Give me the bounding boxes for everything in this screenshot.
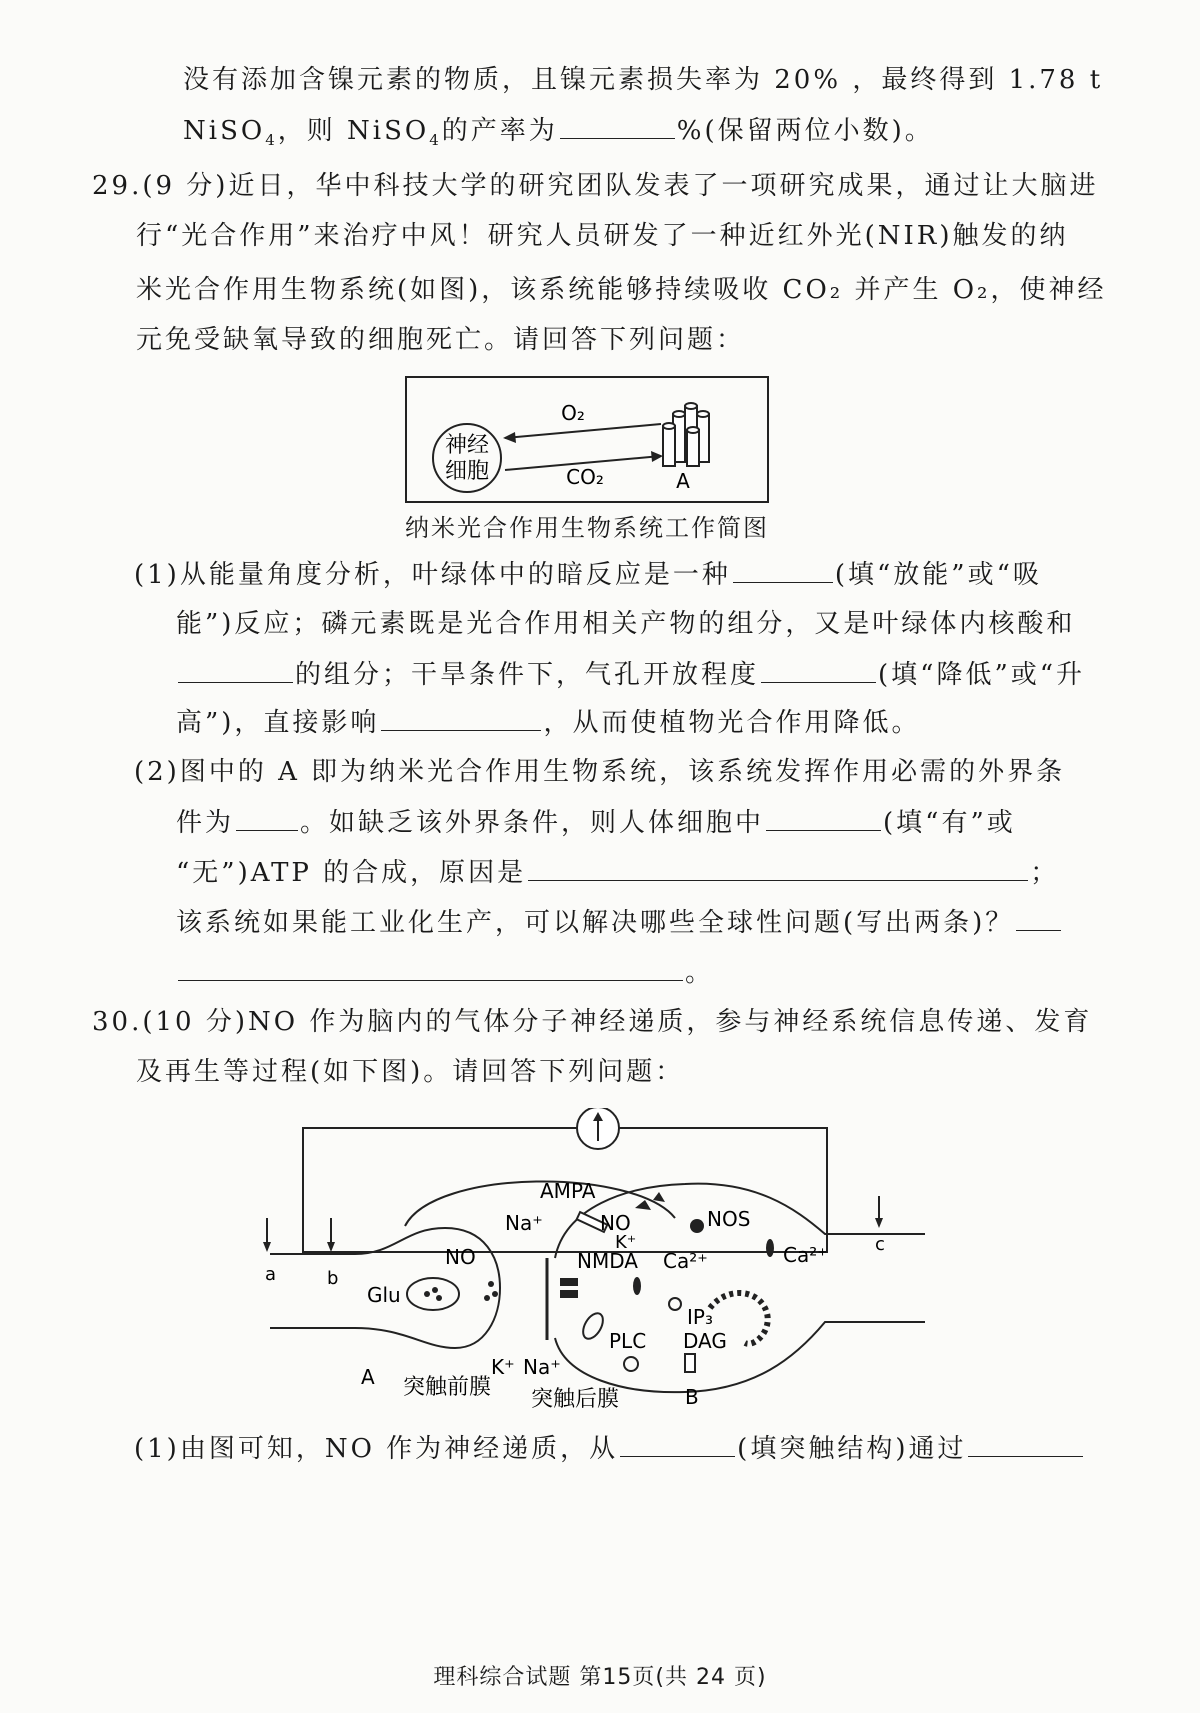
- q29-p1-line3: 的组分；干旱条件下，气孔开放程度 (填“降低”或“升: [176, 656, 1085, 693]
- co2-label: CO₂: [566, 465, 604, 489]
- no-left-label: NO: [445, 1245, 476, 1269]
- stimulus-arrowhead-c: [875, 1218, 883, 1228]
- neuron-A-label: A: [361, 1365, 375, 1389]
- no-top-label: NO: [600, 1211, 631, 1235]
- q29-p2-line3: “无”)ATP 的合成，原因是 ；: [176, 854, 1059, 891]
- q29-p2-line1: (2)图中的 A 即为纳米光合作用生物系统，该系统发挥作用必需的外界条: [134, 757, 1066, 787]
- nos-icon: [690, 1219, 704, 1233]
- answer-blank[interactable]: [178, 954, 683, 981]
- glu-label: Glu: [367, 1283, 401, 1307]
- stimulus-arrowhead-b: [327, 1242, 335, 1252]
- nano-photosynthesis-diagram: [405, 376, 770, 504]
- q28-line2: NiSO$_4$，则 NiSO$_4$的产率为 %(保留两位小数)。: [183, 112, 934, 158]
- page-footer: 理科综合试题 第15页(共 24 页): [433, 1665, 767, 1690]
- q29-stem-line1: 29.(9 分)近日，华中科技大学的研究团队发表了一项研究成果，通过让大脑进: [92, 171, 1099, 201]
- q29-p2-line4: 该系统如果能工业化生产，可以解决哪些全球性问题(写出两条)？: [176, 904, 1063, 941]
- presynaptic-membrane-label: 突触前膜: [403, 1375, 492, 1400]
- answer-blank[interactable]: [236, 804, 298, 831]
- synapse-no-diagram: [255, 1108, 935, 1418]
- answer-blank[interactable]: [733, 556, 833, 583]
- point-b-label: b: [327, 1268, 339, 1289]
- q28-line1: 没有添加含镍元素的物质，且镍元素损失率为 20% ，最终得到 1.78 t: [183, 65, 1104, 95]
- q29-stem-line3: 米光合作用生物系统(如图)，该系统能够持续吸收 CO₂ 并产生 O₂，使神经: [136, 275, 1107, 305]
- o2-label: O₂: [561, 401, 585, 425]
- answer-blank[interactable]: [620, 1430, 735, 1457]
- answer-blank[interactable]: [1016, 904, 1061, 931]
- stimulus-arrowhead-a: [263, 1242, 271, 1252]
- dag-label: DAG: [683, 1329, 727, 1353]
- figure-caption: 纳米光合作用生物系统工作简图: [405, 514, 769, 542]
- na-top-label: Na⁺: [505, 1211, 543, 1235]
- answer-blank[interactable]: [761, 656, 876, 683]
- neuron-B-label: B: [685, 1385, 699, 1409]
- answer-blank[interactable]: [528, 854, 1028, 881]
- label-A: A: [676, 469, 690, 493]
- answer-blank[interactable]: [381, 704, 541, 731]
- answer-blank[interactable]: [968, 1430, 1083, 1457]
- q29-stem-line4: 元免受缺氧导致的细胞死亡。请回答下列问题：: [136, 325, 746, 355]
- q29-p1-line1: (1)从能量角度分析，叶绿体中的暗反应是一种 (填“放能”或“吸: [134, 556, 1042, 593]
- q29-p2-line5: 。: [176, 954, 714, 991]
- ip3-label: IP₃: [687, 1305, 713, 1329]
- neuron-label-2: 细胞: [444, 459, 490, 484]
- o2-arrowhead: [503, 432, 516, 443]
- k-bottom-label: K⁺: [491, 1355, 515, 1379]
- q30-stem-line1: 30.(10 分)NO 作为脑内的气体分子神经递质，参与神经系统信息传递、发育: [92, 1007, 1093, 1037]
- k-top-label: K⁺: [615, 1232, 637, 1253]
- plc-label: PLC: [609, 1329, 647, 1353]
- answer-blank[interactable]: [178, 656, 293, 683]
- postsynaptic-membrane-label: 突触后膜: [531, 1387, 620, 1412]
- point-a-label: a: [265, 1264, 277, 1285]
- nmda-receptor-icon: [560, 1278, 578, 1286]
- answer-blank[interactable]: [560, 112, 675, 139]
- point-c-label: c: [875, 1234, 885, 1255]
- nmda-label: NMDA: [577, 1249, 638, 1273]
- vesicle-icon: [407, 1278, 459, 1310]
- nano-system-A-icon: [663, 403, 709, 466]
- answer-blank[interactable]: [766, 804, 881, 831]
- q29-p1-line2: 能”)反应；磷元素既是光合作用相关产物的组分，又是叶绿体内核酸和: [176, 609, 1076, 639]
- q29-p1-line4: 高”)，直接影响 ，从而使植物光合作用降低。: [176, 704, 920, 741]
- ampa-label: AMPA: [540, 1179, 596, 1203]
- q29-stem-line2: 行“光合作用”来治疗中风！研究人员研发了一种近红外光(NIR)触发的纳: [136, 221, 1069, 251]
- ca-right-label: Ca²⁺: [783, 1243, 828, 1267]
- na-bottom-label: Na⁺: [523, 1355, 561, 1379]
- o2-arrow: [505, 424, 661, 438]
- ca-mid-label: Ca²⁺: [663, 1249, 708, 1273]
- q29-p2-line2: 件为 。如缺乏该外界条件，则人体细胞中 (填“有”或: [176, 804, 1016, 841]
- nos-label: NOS: [707, 1207, 751, 1231]
- q30-p1-line1: (1)由图可知，NO 作为神经递质，从 (填突触结构)通过: [134, 1430, 1085, 1467]
- neuron-label-1: 神经: [444, 433, 490, 458]
- q30-stem-line2: 及再生等过程(如下图)。请回答下列问题：: [136, 1057, 685, 1087]
- co2-arrowhead: [651, 451, 663, 462]
